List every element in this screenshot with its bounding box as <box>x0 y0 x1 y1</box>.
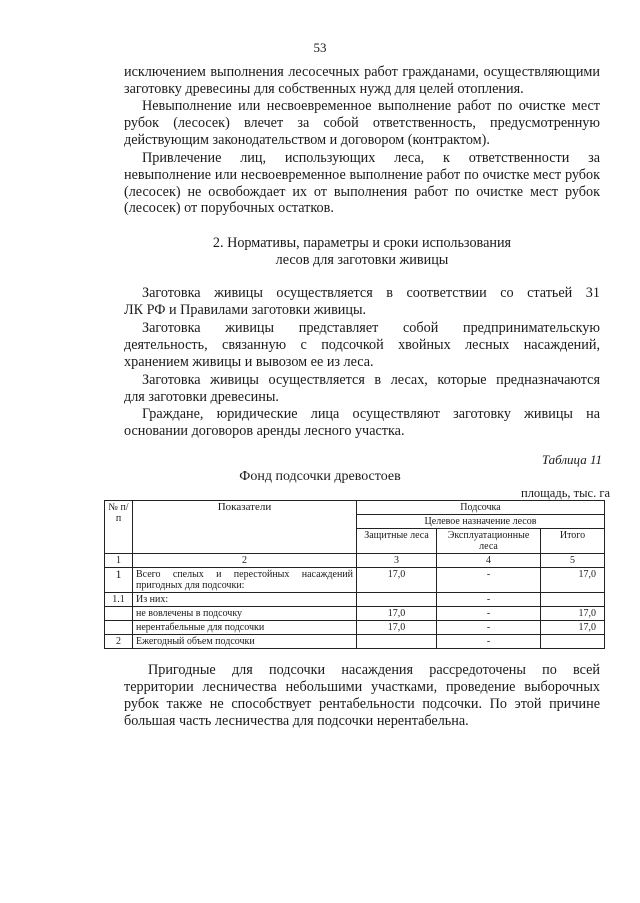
header-exploitation: Эксплуатационные леса <box>437 529 541 554</box>
conclusion-paragraph <box>124 662 600 730</box>
column-number: 5 <box>541 554 605 568</box>
row-exploitation: - <box>437 621 541 635</box>
row-protective: 17,0 <box>357 568 437 593</box>
continuation-paragraph <box>124 64 600 98</box>
table-row <box>105 568 605 593</box>
text-line: основании договоров аренды лесного участка. <box>124 422 405 439</box>
row-total: 17,0 <box>541 568 605 593</box>
row-exploitation: - <box>437 607 541 621</box>
text-line: Пригодные для подсочки насаждения рассредоточены по всей <box>148 662 600 678</box>
table-header-row <box>105 501 605 515</box>
row-total: 17,0 <box>541 607 605 621</box>
text-line: хранением живицы и вывозом ее из леса. <box>124 353 374 370</box>
row-name: Всего спелых и перестойных насаждений пригодных для подсочки: <box>133 568 357 593</box>
business-paragraph <box>124 320 600 370</box>
text-line: рубок (лесосек) влечет за собой ответственность, предусмотренную <box>124 114 600 131</box>
table-units: площадь, тыс. га <box>521 486 610 500</box>
header-total: Итого <box>541 529 605 554</box>
text-line: заготовку древесины для собственных нужд для целей отопления. <box>124 80 524 97</box>
section-title-line: лесов для заготовки живицы <box>275 252 449 268</box>
row-total <box>541 593 605 607</box>
row-num <box>105 621 133 635</box>
row-protective <box>357 635 437 649</box>
table-row <box>105 593 605 607</box>
cleanup-paragraph <box>124 98 600 148</box>
text-line: невыполнение или несвоевременное выполнение работ по очистке мест рубок <box>124 166 600 183</box>
text-line: для заготовки древесины. <box>124 388 279 405</box>
row-name: не вовлечены в подсочку <box>133 607 357 621</box>
page-number: 53 <box>313 40 327 55</box>
table-row <box>105 607 605 621</box>
column-number-row <box>105 554 605 568</box>
text-line: (лесосек) от порубочных остатков. <box>124 200 334 217</box>
header-purpose: Целевое назначение лесов <box>357 515 605 529</box>
lease-paragraph <box>124 406 600 440</box>
column-number: 1 <box>105 554 133 568</box>
table-label: Таблица 11 <box>541 452 602 467</box>
text-line: действующим законодательством и договором (контрактом). <box>124 131 490 148</box>
row-exploitation: - <box>437 635 541 649</box>
forests-paragraph <box>124 372 600 406</box>
table-row <box>105 621 605 635</box>
row-exploitation: - <box>437 568 541 593</box>
text-line: ЛК РФ и Правилами заготовки живицы. <box>124 301 367 318</box>
row-num: 2 <box>105 635 133 649</box>
section-title-line: 2. Нормативы, параметры и сроки использования <box>212 235 512 251</box>
text-line: исключением выполнения лесосечных работ гражданами, осуществляющими <box>124 64 600 80</box>
row-total: 17,0 <box>541 621 605 635</box>
row-name: Ежегодный объем подсочки <box>133 635 357 649</box>
table-caption: Фонд подсочки древостоев <box>239 469 401 484</box>
row-num <box>105 607 133 621</box>
column-number: 2 <box>133 554 357 568</box>
table-row <box>105 635 605 649</box>
text-line: Заготовка живицы осуществляется в соответствии со статьей 31 <box>142 285 600 301</box>
text-line: территории лесничества небольшими участками, проведение выборочных <box>124 679 600 695</box>
text-line: Невыполнение или несвоевременное выполнение работ по очистке мест <box>142 98 600 114</box>
text-line: деятельность, связанную с подсочкой хвойных лесных насаждений, <box>124 336 600 353</box>
text-line: Граждане, юридические лица осуществляют заготовку живицы на <box>142 406 600 422</box>
column-number: 3 <box>357 554 437 568</box>
text-line: Заготовка живицы представляет собой предпринимательскую <box>142 320 600 336</box>
row-num: 1.1 <box>105 593 133 607</box>
row-protective: 17,0 <box>357 607 437 621</box>
row-name: нерентабельные для подсочки <box>133 621 357 635</box>
section-title <box>124 235 600 269</box>
text-line: большая часть лесничества для подсочки нерентабельна. <box>124 713 469 729</box>
text-line: Заготовка живицы осуществляется в лесах, которые предназначаются <box>142 372 600 388</box>
liability-paragraph <box>124 150 600 217</box>
header-indicators: Показатели <box>133 501 357 554</box>
row-total <box>541 635 605 649</box>
text-line: рубок также не способствует рентабельности подсочки. По этой причине <box>124 696 600 712</box>
header-num: № п/п <box>105 501 133 554</box>
row-name: Из них: <box>133 593 357 607</box>
tapping-fund-table <box>104 500 605 649</box>
text-line: (лесосек) не освобождает их от выполнения работ по очистке мест рубок <box>124 183 600 200</box>
row-exploitation: - <box>437 593 541 607</box>
row-num: 1 <box>105 568 133 593</box>
text-line: Привлечение лиц, использующих леса, к ответственности за <box>142 150 600 166</box>
header-tapping: Подсочка <box>357 501 605 515</box>
row-protective <box>357 593 437 607</box>
law-paragraph <box>124 285 600 319</box>
column-number: 4 <box>437 554 541 568</box>
header-protective: Защитные леса <box>357 529 437 554</box>
row-protective: 17,0 <box>357 621 437 635</box>
